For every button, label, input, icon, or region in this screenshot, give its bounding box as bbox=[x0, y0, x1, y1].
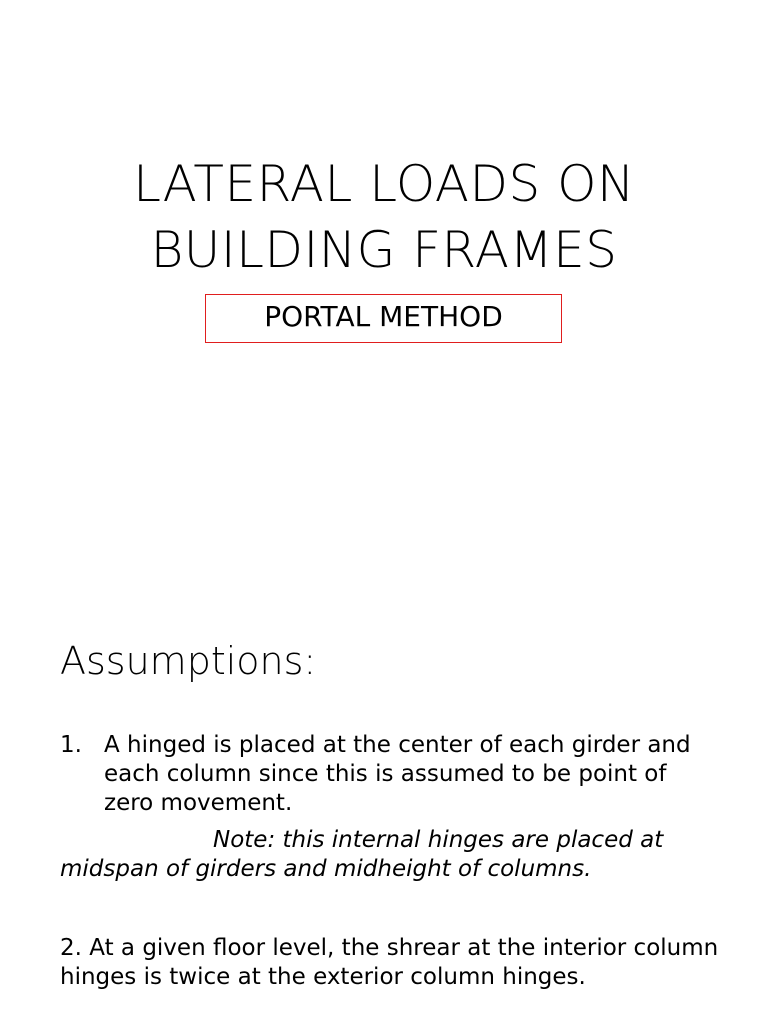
title-line-1: LATERAL LOADS ON bbox=[133, 155, 635, 213]
note-text: Note: this internal hinges are placed at midspan of girders and midheight of columns. bbox=[60, 827, 664, 882]
slide-title bbox=[0, 151, 768, 283]
assumptions-heading: Assumptions: bbox=[60, 639, 317, 683]
assumption-item-2: 2. At a given floor level, the shrear at the interior column hinges is twice at the exterior column hinges. bbox=[60, 935, 719, 990]
assumption-item-1 bbox=[60, 731, 700, 818]
subtitle-box bbox=[205, 294, 562, 343]
list-number: 1. bbox=[60, 732, 82, 758]
list-item-text: A hinged is placed at the center of each girder and each column since this is assumed to be point of zero movement. bbox=[104, 732, 691, 816]
title-line-2: BUILDING FRAMES bbox=[150, 221, 618, 279]
subtitle-text: PORTAL METHOD bbox=[264, 300, 503, 333]
